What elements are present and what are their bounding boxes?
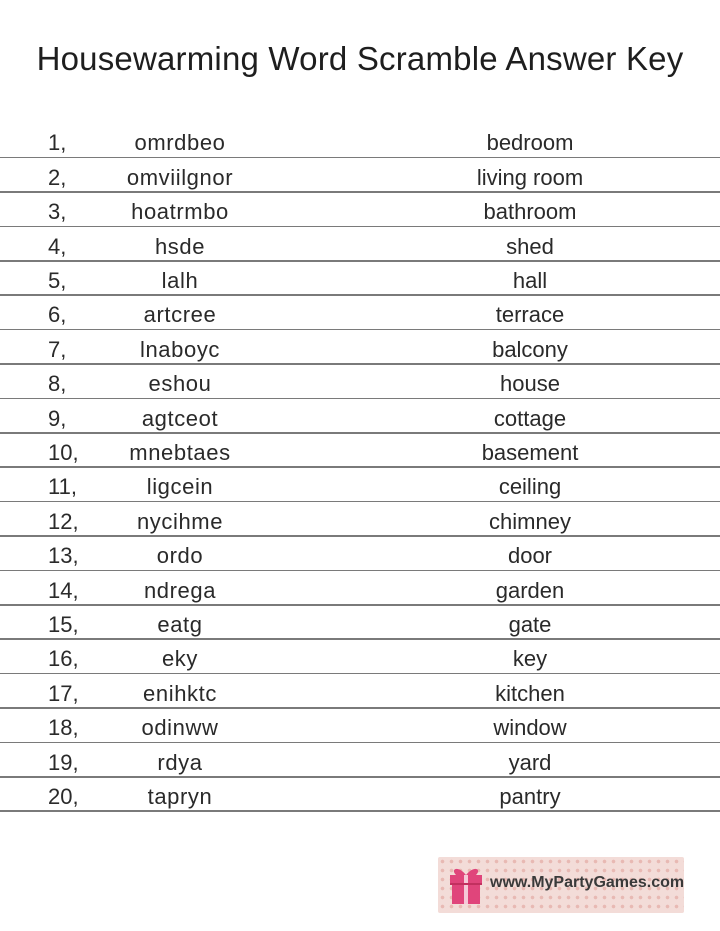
answer-row bbox=[0, 296, 720, 330]
scrambled-word: ligcein bbox=[146, 474, 214, 500]
answer-word: chimney bbox=[489, 508, 571, 534]
scrambled-word: omviilgnor bbox=[126, 164, 234, 190]
answer-row bbox=[0, 468, 720, 502]
row-number: 6, bbox=[48, 302, 67, 328]
row-number: 18, bbox=[48, 715, 79, 741]
answer-row bbox=[0, 640, 720, 674]
row-number: 5, bbox=[48, 267, 67, 293]
answer-row bbox=[0, 158, 720, 192]
row-number: 16, bbox=[48, 646, 79, 672]
answer-word: key bbox=[512, 646, 548, 672]
answer-row bbox=[0, 502, 720, 536]
row-number: 1, bbox=[48, 130, 67, 156]
answer-row bbox=[0, 743, 720, 777]
gift-icon bbox=[446, 863, 486, 907]
row-number: 7, bbox=[48, 336, 67, 362]
answer-row bbox=[0, 330, 720, 364]
answer-row bbox=[0, 571, 720, 605]
answer-row bbox=[0, 778, 720, 812]
row-number: 14, bbox=[48, 577, 79, 603]
row-number: 13, bbox=[48, 543, 79, 569]
row-number: 8, bbox=[48, 371, 67, 397]
answer-row bbox=[0, 365, 720, 399]
row-number: 4, bbox=[48, 233, 67, 259]
scrambled-word: enihktc bbox=[143, 680, 217, 706]
row-number: 9, bbox=[48, 405, 67, 431]
row-number: 17, bbox=[48, 680, 79, 706]
scrambled-word: tapryn bbox=[147, 783, 213, 809]
answer-row bbox=[0, 537, 720, 571]
answer-word: garden bbox=[495, 577, 565, 603]
answer-word: house bbox=[500, 371, 560, 397]
row-rule-line bbox=[0, 810, 720, 812]
answer-word: terrace bbox=[495, 302, 565, 328]
answer-word: yard bbox=[508, 749, 552, 775]
answer-word: kitchen bbox=[495, 680, 565, 706]
scrambled-word: agtceot bbox=[141, 405, 219, 431]
answer-word: ceiling bbox=[498, 474, 562, 500]
scrambled-word: odinww bbox=[141, 715, 219, 741]
scrambled-word: rdya bbox=[157, 749, 203, 775]
answer-row bbox=[0, 262, 720, 296]
scrambled-word: eshou bbox=[148, 371, 212, 397]
answer-word: shed bbox=[506, 233, 554, 259]
row-number: 12, bbox=[48, 508, 79, 534]
answer-row bbox=[0, 124, 720, 158]
answer-word: balcony bbox=[492, 336, 568, 362]
answer-row bbox=[0, 193, 720, 227]
answer-word: door bbox=[507, 543, 553, 569]
answer-word: cottage bbox=[493, 405, 567, 431]
scrambled-word: omrdbeo bbox=[134, 130, 226, 156]
answer-row bbox=[0, 674, 720, 708]
row-number: 11, bbox=[48, 474, 77, 500]
row-number: 3, bbox=[48, 199, 67, 225]
site-logo[interactable] bbox=[438, 857, 684, 913]
row-number: 10, bbox=[48, 439, 79, 465]
answer-word: pantry bbox=[499, 783, 561, 809]
scrambled-word: ndrega bbox=[143, 577, 217, 603]
scrambled-word: lalh bbox=[161, 267, 199, 293]
answer-word: basement bbox=[481, 439, 579, 465]
row-number: 15, bbox=[48, 611, 79, 637]
answer-word: bathroom bbox=[483, 199, 577, 225]
page-title: Housewarming Word Scramble Answer Key bbox=[36, 40, 684, 77]
answer-row bbox=[0, 399, 720, 433]
row-number: 2, bbox=[48, 164, 67, 190]
scrambled-word: eatg bbox=[157, 611, 203, 637]
scrambled-word: nycihme bbox=[136, 508, 224, 534]
row-number: 19, bbox=[48, 749, 79, 775]
answer-word: window bbox=[493, 715, 567, 741]
answer-word: bedroom bbox=[486, 130, 574, 156]
answer-row bbox=[0, 606, 720, 640]
answer-row bbox=[0, 709, 720, 743]
answer-word: hall bbox=[512, 267, 548, 293]
scrambled-word: hoatrmbo bbox=[131, 199, 229, 225]
scrambled-word: hsde bbox=[154, 233, 206, 259]
scrambled-word: lnaboyc bbox=[139, 336, 221, 362]
scrambled-word: mnebtaes bbox=[129, 439, 231, 465]
website-url: www.MyPartyGames.com bbox=[490, 874, 685, 891]
answer-word: living room bbox=[476, 164, 584, 190]
row-number: 20, bbox=[48, 783, 79, 809]
answer-word: gate bbox=[508, 611, 552, 637]
answer-row bbox=[0, 227, 720, 261]
scrambled-word: artcree bbox=[143, 302, 217, 328]
scrambled-word: eky bbox=[161, 646, 199, 672]
answer-row bbox=[0, 434, 720, 468]
scrambled-word: ordo bbox=[156, 543, 204, 569]
